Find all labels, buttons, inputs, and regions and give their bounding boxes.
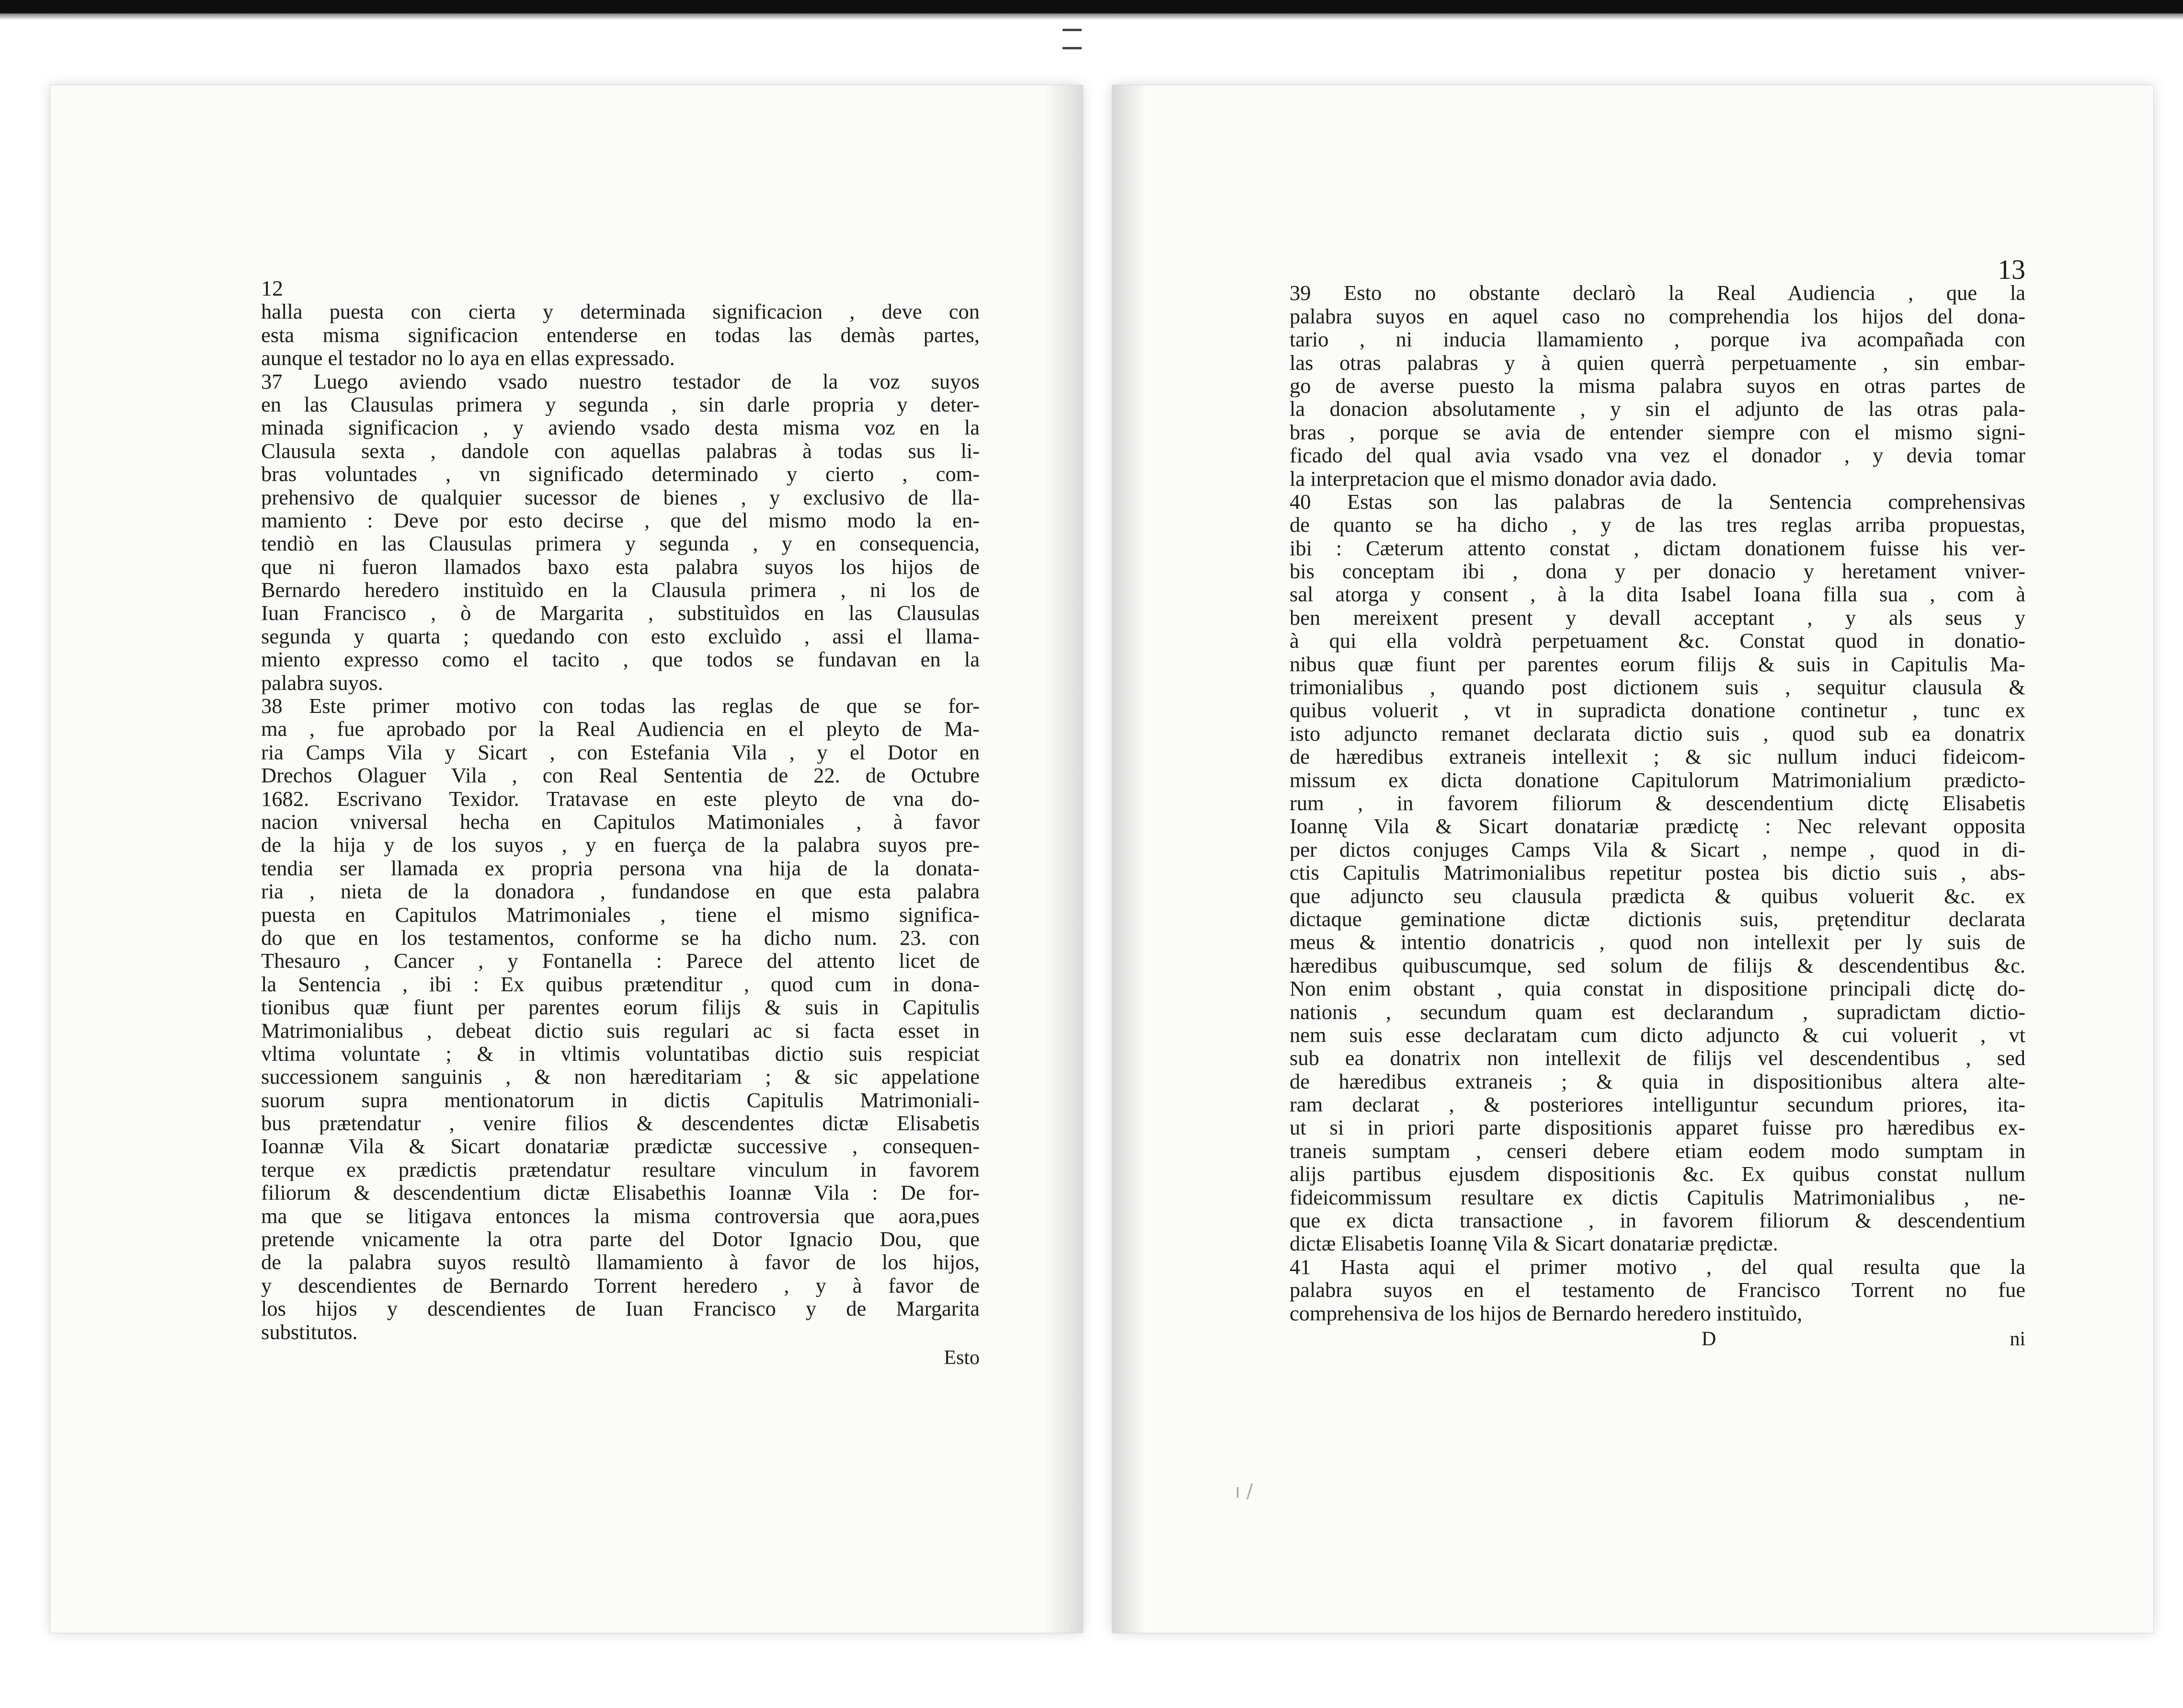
text-line: en las Clausulas primera y segunda , sin darle propria y deter- (261, 392, 980, 416)
text-line: tendia ser llamada ex propria persona vna hija de la donata- (261, 856, 980, 880)
right-page-lines (1290, 281, 2025, 1325)
text-line: tario , ni inducia llamamiento , porque iva acompañada con (1290, 328, 2025, 351)
text-line: ut si in priori parte dispositionis apparet fuisse pro hæredibus ex- (1290, 1116, 2025, 1139)
text-line: ria , nieta de la donadora , fundandose en que esta palabra (261, 880, 980, 903)
text-line: tendiò en las Clausulas primera y segunda , y en consequencia, (261, 532, 980, 555)
text-line: go de averse puesto la misma palabra suyos en otras partes de (1290, 374, 2025, 398)
text-line: Clausula sexta , dandole con aquellas palabras à todas sus li- (261, 439, 980, 463)
text-line: filiorum & descendentium dictæ Elisabethis Ioannæ Vila : De for- (261, 1181, 980, 1204)
text-line: palabra suyos. (261, 671, 383, 695)
text-line: los hijos y descendientes de Iuan Francisco y de Margarita (261, 1297, 980, 1320)
text-line: terque ex prædictis prætendatur resultare vinculum in favorem (261, 1158, 980, 1181)
text-line: bus prætendatur , venire filios & descendentes dictæ Elisabetis (261, 1112, 980, 1135)
text-line: fideicommissum resultare ex dictis Capitulis Matrimonialibus , ne- (1290, 1185, 2025, 1209)
page-number: 13 (1998, 254, 2025, 285)
left-page (50, 85, 1083, 1633)
text-line: nibus quæ fiunt per parentes eorum filijs & suis in Capitulis Ma- (1290, 652, 2025, 676)
text-line: per dictos conjuges Camps Vila & Sicart , nempe , quod in di- (1290, 837, 2025, 861)
text-line: missum ex dicta donatione Capitulorum Matrimonialium prædicto- (1290, 768, 2025, 791)
text-line: 39 Esto no obstante declarò la Real Audiencia , que la (1290, 281, 2025, 305)
text-line: puesta en Capitulos Matrimoniales , tiene el mismo significa- (261, 903, 980, 926)
text-line: de la hija y de los suyos , y en fuerça de la palabra suyos pre- (261, 833, 980, 857)
text-line: traneis sumptam , censeri debere etiam eodem modo sumptam in (1290, 1139, 2025, 1163)
text-line: prehensivo de qualquier sucessor de bienes , y exclusivo de lla- (261, 485, 980, 509)
text-line: dictæ Elisabetis Ioannę Vila & Sicart donatariæ prędictæ. (1290, 1232, 1778, 1255)
text-line: nacion vniversal hecha en Capitulos Matimoniales , à favor (261, 810, 980, 834)
text-line: minada significacion , y aviendo vsado desta misma voz en la (261, 416, 980, 439)
text-line: tionibus quæ fiunt per parentes eorum filijs & suis in Capitulis (261, 996, 980, 1019)
text-line: 37 Luego aviendo vsado nuestro testador de la voz suyos (261, 369, 980, 393)
text-line: nationis , secundum quam est declarandum , supradictam dictio- (1290, 1000, 2025, 1023)
text-line: ria Camps Vila y Sicart , con Estefania Vila , y el Dotor en (261, 740, 980, 764)
text-line: ma , fue aprobado por la Real Audiencia en el pleyto de Ma- (261, 717, 980, 741)
text-line: y descendientes de Bernardo Torrent heredero , y à favor de (261, 1273, 980, 1297)
text-line: ibi : Cæterum attento constat , dictam donationem fuisse his ver- (1290, 536, 2025, 560)
text-line: isto adjuncto remanet declarata dictio suis , quod sub ea donatrix (1290, 722, 2025, 745)
text-line: 38 Este primer motivo con todas las reglas de que se for- (261, 694, 980, 718)
text-line: esta misma significacion entenderse en todas las demàs partes, (261, 323, 980, 347)
text-line: bis conceptam ibi , dona y per donacio y heretament vniver- (1290, 560, 2025, 583)
text-line: ram declarat , & posteriores intelliguntur secundum priores, ita- (1290, 1093, 2025, 1116)
text-line: aunque el testador no lo aya en ellas expressado. (261, 346, 675, 370)
text-line: successionem sanguinis , & non hæreditariam ; & sic appelatione (261, 1065, 980, 1089)
left-page-lines (261, 300, 980, 1343)
signature-mark: D (1702, 1328, 1716, 1350)
gutter-tick-mark (1063, 29, 1082, 31)
catchword: ni (2010, 1328, 2025, 1350)
text-line: substitutos. (261, 1320, 358, 1343)
page-number: 12 (261, 276, 283, 300)
text-line: hæredibus quibuscumque, sed solum de filijs & descendentibus &c. (1290, 953, 2025, 977)
text-line: suorum supra mentionatorum in dictis Capitulis Matrimoniali- (261, 1088, 980, 1112)
footer-line (1290, 1328, 2025, 1351)
text-line: Non enim obstant , quia constat in dispositione principali dictę do- (1290, 977, 2025, 1000)
text-line: ben mereixent present y devall acceptant , y als seus y (1290, 606, 2025, 630)
text-line: la Sentencia , ibi : Ex quibus prætenditur , quod cum in dona- (261, 972, 980, 996)
text-line: que ex dicta transactione , in favorem filiorum & descendentium (1290, 1209, 2025, 1232)
text-line: la donacion absolutamente , y sin el adjunto de las otras pala- (1290, 397, 2025, 421)
text-line: quibus voluerit , vt in supradicta donatione continetur , tunc ex (1290, 699, 2025, 722)
text-line: bras , porque se avia de entender siempre con el mismo signi- (1290, 420, 2025, 444)
text-line: de hæredibus extraneis ; & quia in dispositionibus altera alte- (1290, 1069, 2025, 1093)
text-line: miento expresso como el tacito , que todos se fundavan en la (261, 648, 980, 671)
text-line: 40 Estas son las palabras de la Sentencia comprehensivas (1290, 490, 2025, 514)
text-line: à qui ella voldrà perpetuament &c. Constat quod in donatio- (1290, 629, 2025, 653)
text-line: meus & intentio donatricis , quod non intellexit per ly suis de (1290, 930, 2025, 954)
text-line: de hæredibus extraneis intellexit ; & sic nullum induci fideicom- (1290, 745, 2025, 768)
text-line: Ioannę Vila & Sicart donatariæ prædictę : Nec relevant opposita (1290, 814, 2025, 838)
text-line: palabra suyos en aquel caso no comprehendia los hijos del dona- (1290, 304, 2025, 328)
text-line: dictaque geminatione dictæ dictionis suis, prętenditur declarata (1290, 907, 2025, 931)
text-line: mamiento : Deve por esto decirse , que del mismo modo la en- (261, 508, 980, 532)
text-line: rum , in favorem filiorum & descendentium dictę Elisabetis (1290, 791, 2025, 815)
text-line: do que en los testamentos, conforme se ha dicho num. 23. con (261, 926, 980, 950)
ink-smudge: ı / (1235, 1480, 1253, 1502)
text-line: la interpretacion que el mismo donador avia dado. (1290, 467, 1717, 490)
text-line: palabra suyos en el testamento de Francisco Torrent no fue (1290, 1278, 2025, 1302)
text-line: ficado del qual avia vsado vna vez el donador , y devia tomar (1290, 444, 2025, 467)
text-line: de la palabra suyos resultò llamamiento à favor de los hijos, (261, 1250, 980, 1274)
right-page-text (1290, 254, 2025, 1351)
text-line: que ni fueron llamados baxo esta palabra suyos los hijos de (261, 555, 980, 579)
text-line: Iuan Francisco , ò de Margarita , substituìdos en las Clausulas (261, 601, 980, 625)
right-page (1112, 85, 2153, 1633)
text-line: sal atorga y consent , à la dita Isabel Ioana filla sua , com à (1290, 583, 2025, 606)
text-line: ctis Capitulis Matrimonialibus repetitur postea bis dictio suis , abs- (1290, 861, 2025, 884)
text-line: Drechos Olaguer Vila , con Real Sententia de 22. de Octubre (261, 764, 980, 787)
gutter-tick-mark (1063, 47, 1082, 49)
scanner-edge-fade (0, 13, 2183, 20)
text-line: trimonialibus , quando post dictionem suis , sequitur clausula & (1290, 676, 2025, 699)
text-line: 41 Hasta aqui el primer motivo , del qual resulta que la (1290, 1255, 2025, 1279)
left-page-text (261, 277, 980, 1369)
text-line: Matrimonialibus , debeat dictio suis regulari ac si facta esset in (261, 1019, 980, 1042)
text-line: segunda y quarta ; quedando con esto excluìdo , assi el llama- (261, 624, 980, 648)
text-line: halla puesta con cierta y determinada significacion , deve con (261, 300, 980, 323)
text-line: 1682. Escrivano Texidor. Tratavase en este pleyto de vna do- (261, 787, 980, 810)
text-line: de quanto se ha dicho , y de las tres reglas arriba propuestas, (1290, 513, 2025, 537)
text-line: vltima voluntate ; & in vltimis voluntatibas dictio suis respiciat (261, 1042, 980, 1066)
scanner-top-edge (0, 0, 2183, 13)
text-line: Thesauro , Cancer , y Fontanella : Parece del attento licet de (261, 949, 980, 973)
text-line: que adjuncto seu clausula prædicta & quibus voluerit &c. ex (1290, 884, 2025, 907)
text-line: Bernardo heredero instituìdo en la Clausula primera , ni los de (261, 578, 980, 602)
text-line: pretende vnicamente la otra parte del Dotor Ignacio Dou, que (261, 1227, 980, 1251)
text-line: sub ea donatrix non intellexit de filijs vel descendentibus , sed (1290, 1046, 2025, 1070)
text-line: alijs partibus ejusdem dispositionis &c. Ex quibus constat nullum (1290, 1162, 2025, 1186)
text-line: ma que se litigava entonces la misma controversia que aora,pues (261, 1204, 980, 1228)
text-line: comprehensiva de los hijos de Bernardo heredero instituìdo, (1290, 1301, 1803, 1325)
text-line: bras voluntades , vn significado determinado y cierto , com- (261, 462, 980, 486)
text-line: las otras palabras y à quien querrà perpetuamente , sin embar- (1290, 351, 2025, 374)
text-line: nem suis esse declaratam cum dicto adjuncto & cui voluerit , vt (1290, 1023, 2025, 1047)
text-line: Ioannæ Vila & Sicart donatariæ prædictæ successive , consequen- (261, 1135, 980, 1158)
catchword: Esto (944, 1346, 980, 1369)
right-page-spine-shadow (1112, 85, 1146, 1633)
left-page-spine-shadow (1044, 85, 1083, 1633)
